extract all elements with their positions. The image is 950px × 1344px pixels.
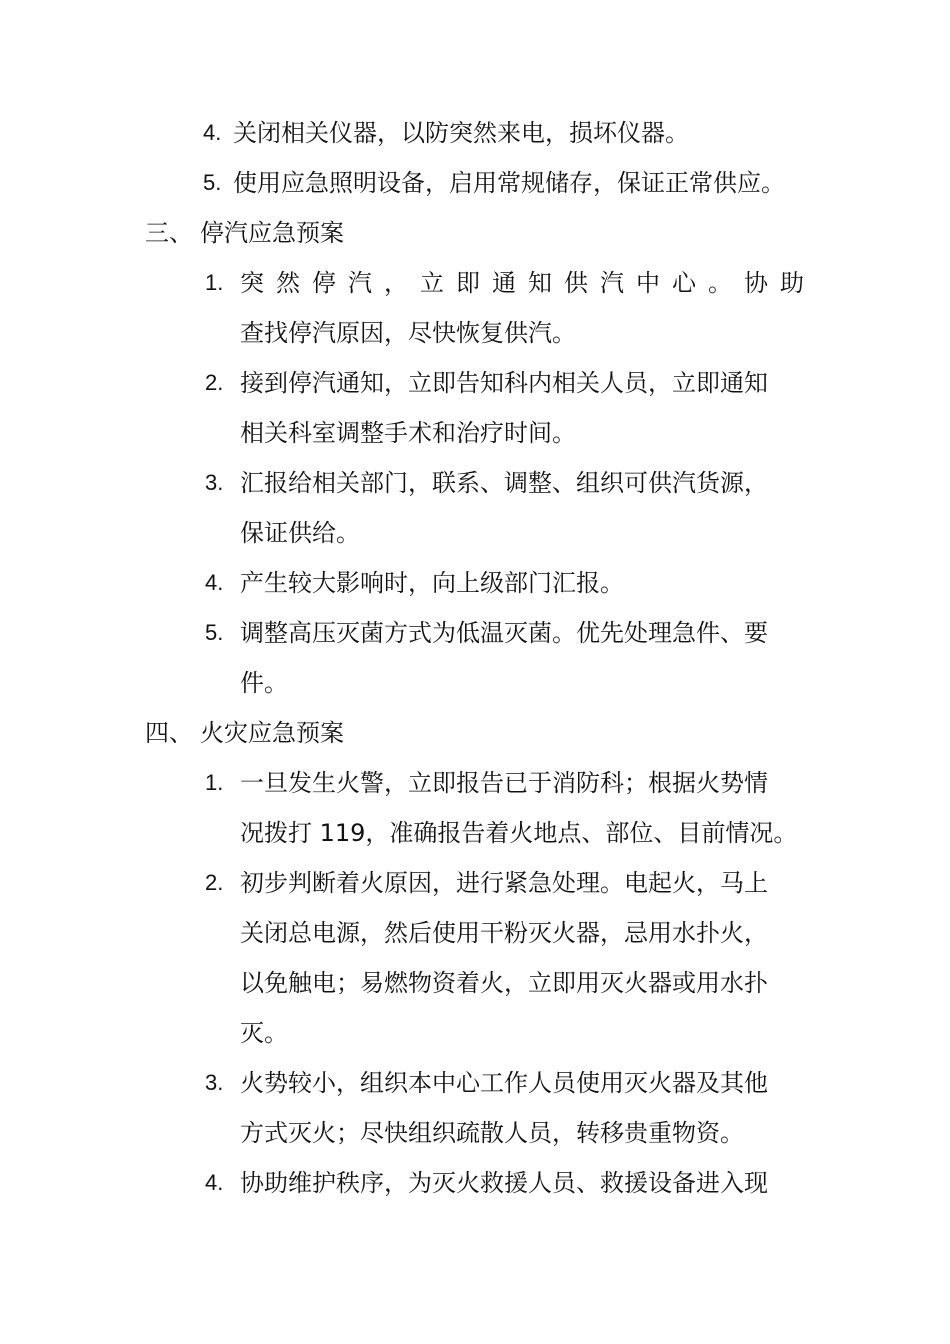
list-text: 初步判断着火原因，进行紧急处理。电起火，马上: [240, 869, 768, 897]
list-number: 2.: [205, 870, 224, 895]
list-text: 查找停汽原因，尽快恢复供汽。: [240, 319, 576, 347]
list-text: 调整高压灭菌方式为低温灭菌。优先处理急件、要: [240, 619, 768, 647]
list-text: 灭。: [240, 1019, 288, 1047]
list-text: 突然停汽，立即通知供汽中心。协助: [240, 269, 816, 297]
section-number: 三、: [145, 219, 193, 247]
list-text: 火势较小，组织本中心工作人员使用灭火器及其他: [240, 1069, 768, 1097]
section-title: 火灾应急预案: [200, 719, 344, 747]
section-title: 停汽应急预案: [200, 219, 344, 247]
list-text: 接到停汽通知，立即告知科内相关人员，立即通知: [240, 369, 768, 397]
list-text: 相关科室调整手术和治疗时间。: [240, 419, 576, 447]
list-number: 1.: [205, 770, 224, 795]
list-number: 5.: [203, 170, 222, 195]
list-text: 产生较大影响时，向上级部门汇报。: [240, 569, 624, 597]
list-text: 保证供给。: [240, 519, 360, 547]
section-number: 四、: [145, 719, 193, 747]
list-number: 4.: [205, 1170, 224, 1195]
list-text: 方式灭火；尽快组织疏散人员，转移贵重物资。: [240, 1119, 744, 1147]
list-number: 5.: [205, 620, 224, 645]
list-text: 使用应急照明设备，启用常规储存，保证正常供应。: [233, 169, 785, 197]
list-text: 协助维护秩序，为灭火救援人员、救援设备进入现: [240, 1169, 768, 1197]
list-text: 汇报给相关部门，联系、调整、组织可供汽货源，: [240, 469, 768, 497]
list-number: 1.: [205, 270, 224, 295]
list-number: 4.: [205, 570, 224, 595]
list-number: 4.: [203, 120, 222, 145]
list-number: 3.: [205, 1070, 224, 1095]
list-number: 3.: [205, 470, 224, 495]
list-number: 2.: [205, 370, 224, 395]
list-text: 关闭相关仪器，以防突然来电，损坏仪器。: [233, 119, 689, 147]
list-text: 关闭总电源，然后使用干粉灭火器，忌用水扑火，: [240, 919, 768, 947]
list-text: 况拨打 119，准确报告着火地点、部位、目前情况。: [240, 819, 798, 847]
list-text: 一旦发生火警，立即报告已于消防科；根据火势情: [240, 769, 768, 797]
list-text: 件。: [240, 669, 288, 697]
list-text: 以免触电；易燃物资着火，立即用灭火器或用水扑: [240, 969, 768, 997]
